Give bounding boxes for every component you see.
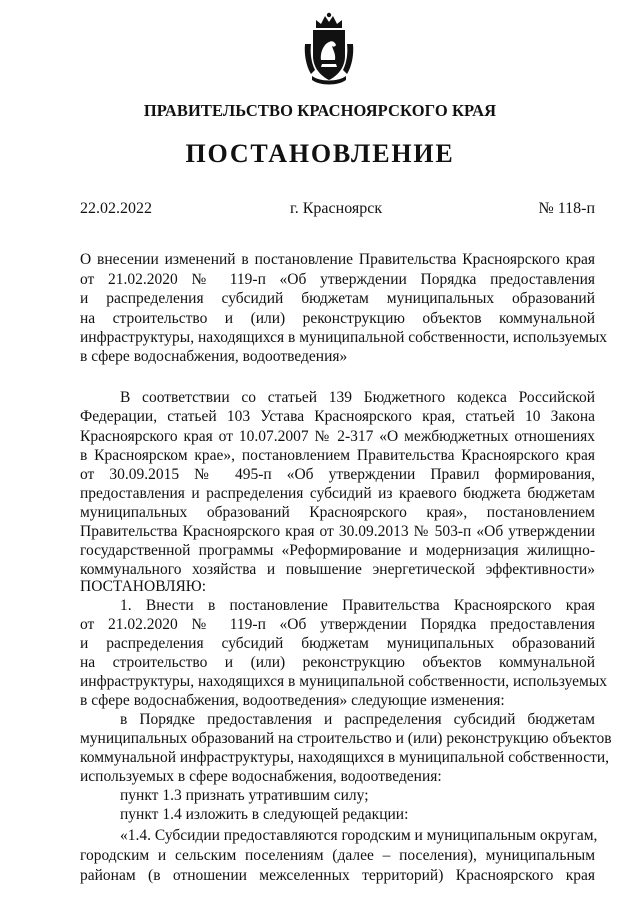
body-line: коммунальной инфраструктуры, находящихся в муниципальной собственности, [80,749,610,766]
subject-line: на строительство и (или) реконструкцию объектов коммунальной [80,310,595,327]
body-line: в Красноярском крае», постановлением Правительства Красноярского края [80,447,595,464]
body-line: инфраструктуры, находящихся в муниципальной собственности, используемых [80,673,608,690]
document-meta-row [80,200,595,220]
body-line: и распределения субсидий бюджетам муниципальных образований [80,635,595,652]
resolution-keyword: ПОСТАНОВЛЯЮ: [80,578,207,595]
document-number: № 118-п [538,200,595,217]
body-line: 1. Внести в постановление Правительства Красноярского края [120,597,595,614]
body-line: Красноярского края от 10.07.2007 № 2-317 «О межбюджетных отношениях [80,428,595,445]
body-line: Правительства Красноярского края от 30.09.2013 № 503-п «Об утверждении [80,523,595,540]
body-line: от 21.02.2020 № 119-п «Об утверждении Порядка предоставления [80,616,595,633]
body-line: городским и сельским поселениям (далее – поселения), муниципальным [80,847,595,864]
body-line: муниципальных образований Красноярского края», постановлением [80,504,595,521]
body-line: районам (в отношении межселенных территорий) Красноярского края [80,867,595,884]
body-line: на строительство и (или) реконструкцию объектов коммунальной [80,654,595,671]
government-title: ПРАВИТЕЛЬСТВО КРАСНОЯРСКОГО КРАЯ [143,101,497,120]
subject-line: О внесении изменений в постановление Правительства Красноярского края [80,251,595,268]
body-line: в сфере водоснабжения, водоотведения» следующие изменения: [80,692,505,709]
subject-line: инфраструктуры, находящихся в муниципальной собственности, используемых [80,329,608,346]
body-line: пункт 1.3 признать утратившим силу; [120,787,369,804]
body-line: от 30.09.2015 № 495-п «Об утверждении Правил формирования, [80,466,595,483]
body-line: коммунального хозяйства и повышение энергетической эффективности» [80,561,595,578]
body-line: «1.4. Субсидии предоставляются городским и муниципальным округам, [120,827,598,844]
body-line: В соответствии со статьей 139 Бюджетного кодекса Российской [120,389,595,406]
body-line: муниципальных образований на строительство и (или) реконструкцию объектов [80,730,612,747]
document-date: 22.02.2022 [80,200,152,217]
body-line: предоставления и распределения субсидий из краевого бюджета бюджетам [80,485,595,502]
body-line: пункт 1.4 изложить в следующей редакции: [120,806,409,823]
subject-line: и распределения субсидий бюджетам муниципальных образований [80,290,595,307]
body-line: Федерации, статьей 103 Устава Красноярского края, статьей 10 Закона [80,408,595,425]
body-line: используемых в сфере водоснабжения, водоотведения: [80,768,442,785]
document-city: г. Красноярск [290,200,383,217]
document-type-title: ПОСТАНОВЛЕНИЕ [185,139,455,168]
body-line: в Порядке предоставления и распределения субсидий бюджетам [120,711,595,728]
subject-line: от 21.02.2020 № 119-п «Об утверждении Порядка предоставления [80,271,595,288]
krasnoyarsk-coat-of-arms-emblem [302,10,356,86]
subject-line: в сфере водоснабжения, водоотведения» [80,348,348,365]
body-line: государственной программы «Реформирование и модернизация жилищно- [80,542,595,559]
